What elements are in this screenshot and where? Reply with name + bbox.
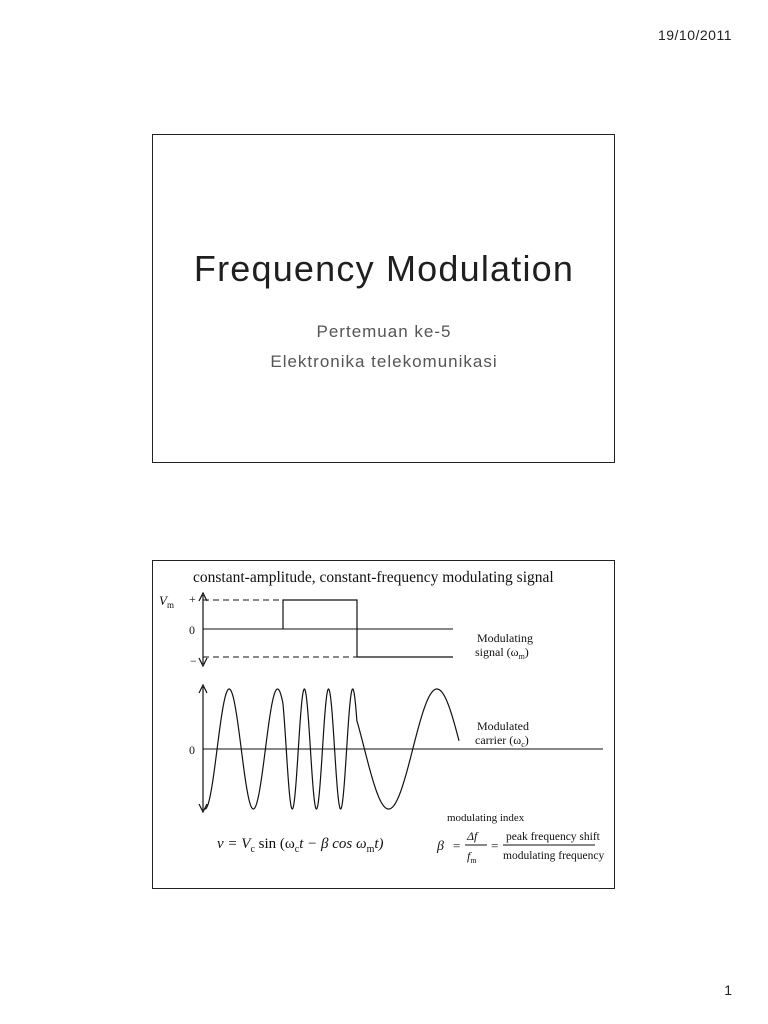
- mod-zero-label: 0: [189, 623, 195, 637]
- index-equals-2: =: [491, 838, 499, 853]
- mod-plus-label: +: [189, 592, 196, 606]
- document-date: 19/10/2011: [657, 27, 732, 43]
- mod-signal-label-line2: signal $(\omega_m)$: [475, 645, 529, 661]
- index-numerator-delta-f: Δf: [467, 829, 478, 843]
- index-denominator-fm: $f_m$: [467, 849, 477, 865]
- diagram-heading: constant-amplitude, constant-frequency modulating signal: [193, 569, 554, 586]
- carrier-zero-label: 0: [189, 743, 195, 757]
- vm-label: $V_m$: [159, 593, 174, 610]
- carrier-label-line2: carrier $(\omega_c)$: [475, 733, 529, 749]
- carrier-label-line1: Modulated: [477, 719, 529, 733]
- index-equals-1: =: [453, 838, 461, 853]
- index-modulating-frequency: modulating frequency: [503, 850, 605, 862]
- beta-symbol: β: [437, 839, 444, 854]
- mod-minus-label: −: [190, 654, 197, 668]
- slide-subtitle-course: Elektronika telekomunikasi: [270, 352, 498, 371]
- title-slide: [152, 134, 615, 463]
- modulating-index-label: modulating index: [447, 812, 525, 824]
- fm-diagram: [153, 561, 613, 887]
- slide-subtitle-session: Pertemuan ke-5: [316, 322, 452, 341]
- fm-diagram-slide: [152, 560, 615, 889]
- slide-title: Frequency Modulation: [193, 248, 575, 289]
- page-number: 1: [724, 982, 732, 998]
- fm-equation: $v = V_c$ $\sin (\omega_ct - \beta$ $\cos \omega_mt$): [217, 836, 384, 855]
- mod-signal-label-line1: Modulating: [477, 631, 533, 645]
- index-peak-frequency-shift: peak frequency shift: [506, 831, 600, 843]
